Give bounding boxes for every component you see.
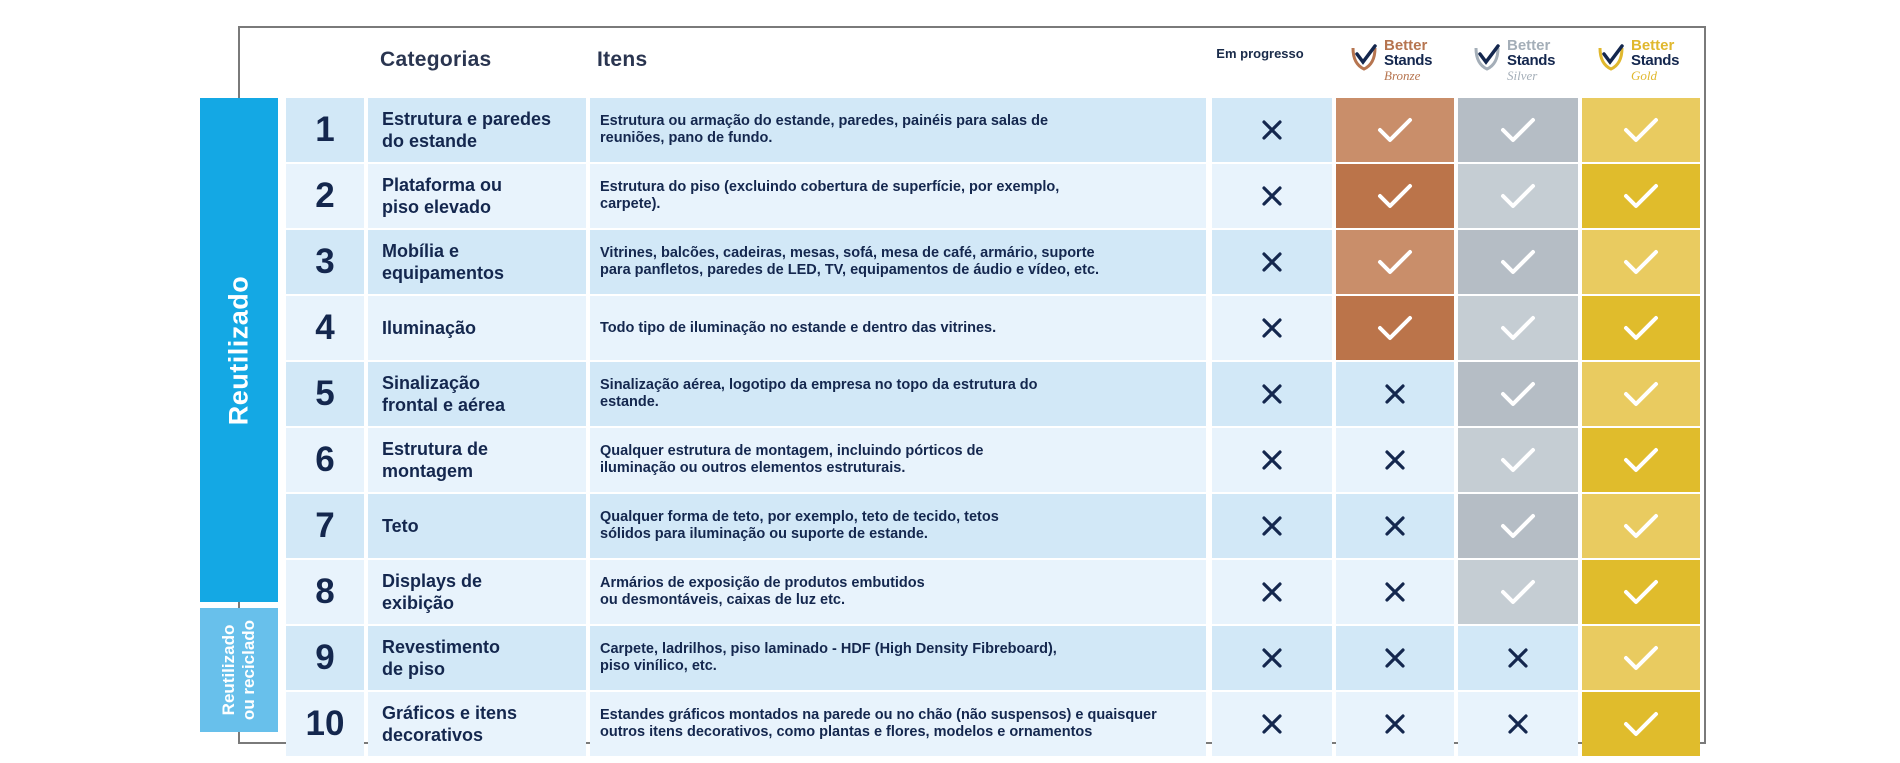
- category-text: [382, 108, 551, 152]
- category-name: [368, 626, 586, 690]
- check-icon: [1622, 445, 1660, 475]
- items-line2: iluminação ou outros elementos estruturais.: [600, 460, 906, 476]
- category-name: [368, 494, 586, 558]
- items-line2: piso vinílico, etc.: [600, 658, 717, 674]
- x-icon: [1260, 712, 1284, 736]
- check-icon: [1376, 181, 1414, 211]
- category-line2: equipamentos: [382, 263, 505, 283]
- category-text: [382, 570, 482, 614]
- category-text: [382, 515, 419, 537]
- check-icon: [1499, 313, 1537, 343]
- logo-tier-name: Gold: [1631, 68, 1657, 83]
- category-line2: frontal e aérea: [382, 395, 506, 415]
- row-number: 9: [286, 626, 364, 690]
- row-number: 7: [286, 494, 364, 558]
- category-line1: Revestimento: [382, 637, 501, 657]
- check-icon: [1622, 247, 1660, 277]
- x-icon: [1260, 514, 1284, 538]
- category-line1: Teto: [382, 516, 419, 536]
- check-icon: [1499, 445, 1537, 475]
- category-line2: piso elevado: [382, 197, 492, 217]
- x-icon: [1383, 448, 1407, 472]
- items-text: [600, 443, 984, 477]
- category-name: [368, 230, 586, 294]
- items-description: [590, 164, 1206, 228]
- status-bronze: [1336, 428, 1454, 492]
- check-icon: [1499, 247, 1537, 277]
- status-em-progresso: [1212, 98, 1332, 162]
- status-em-progresso: [1212, 626, 1332, 690]
- category-text: [382, 174, 502, 218]
- items-text: [600, 509, 999, 543]
- x-icon: [1506, 646, 1530, 670]
- category-line1: Plataforma ou: [382, 175, 503, 195]
- group-label-line1: Reutilizado: [219, 624, 239, 716]
- logo-better-stands-bronze: [1349, 38, 1449, 86]
- items-text: [600, 320, 996, 337]
- status-gold: [1582, 362, 1700, 426]
- check-icon: [1499, 511, 1537, 541]
- items-text: [600, 641, 1057, 675]
- category-line1: Iluminação: [382, 318, 477, 338]
- logo-word-better: Better: [1631, 37, 1675, 54]
- status-bronze: [1336, 164, 1454, 228]
- category-line1: Gráficos e itens: [382, 703, 518, 723]
- category-text: [382, 438, 488, 482]
- items-line2: reuniões, pano de fundo.: [600, 130, 773, 146]
- row-number: 8: [286, 560, 364, 624]
- items-line1: Estandes gráficos montados na parede ou no chão (não suspensos) e quaisquer: [600, 707, 1157, 723]
- row-number: 6: [286, 428, 364, 492]
- row-number: 2: [286, 164, 364, 228]
- status-gold: [1582, 626, 1700, 690]
- status-silver: [1458, 230, 1578, 294]
- items-line2: outros itens decorativos, como plantas e flores, modelos e ornamentos: [600, 724, 1093, 740]
- x-icon: [1260, 184, 1284, 208]
- header-em-progresso: Em progresso: [1216, 46, 1304, 61]
- items-description: [590, 230, 1206, 294]
- category-line2: do estande: [382, 131, 478, 151]
- row-number: 3: [286, 230, 364, 294]
- category-line1: Estrutura e paredes: [382, 109, 552, 129]
- items-description: [590, 494, 1206, 558]
- category-name: [368, 428, 586, 492]
- group-label-reutilizado-ou-reciclado: [219, 620, 259, 720]
- logo-better-stands-silver: [1472, 38, 1572, 86]
- items-line2: estande.: [600, 394, 659, 410]
- status-gold: [1582, 692, 1700, 756]
- shield-check-icon: [1596, 42, 1626, 72]
- check-icon: [1376, 313, 1414, 343]
- items-line2: ou desmontáveis, caixas de luz etc.: [600, 592, 845, 608]
- x-icon: [1383, 646, 1407, 670]
- logo-better-stands-gold: [1596, 38, 1696, 86]
- items-text: [600, 707, 1157, 741]
- group-label-line2: ou reciclado: [239, 619, 259, 721]
- status-silver: [1458, 362, 1578, 426]
- items-text: [600, 245, 1099, 279]
- status-silver: [1458, 98, 1578, 162]
- logo-word-stands: Stands: [1631, 52, 1680, 69]
- category-text: [382, 317, 476, 339]
- shield-check-icon: [1472, 42, 1502, 72]
- status-bronze: [1336, 296, 1454, 360]
- check-icon: [1622, 643, 1660, 673]
- status-bronze: [1336, 98, 1454, 162]
- status-silver: [1458, 626, 1578, 690]
- x-icon: [1260, 316, 1284, 340]
- check-icon: [1499, 577, 1537, 607]
- x-icon: [1383, 712, 1407, 736]
- x-icon: [1506, 712, 1530, 736]
- status-bronze: [1336, 230, 1454, 294]
- logo-word-better: Better: [1507, 37, 1551, 54]
- status-em-progresso: [1212, 692, 1332, 756]
- check-icon: [1622, 511, 1660, 541]
- items-line2: sólidos para iluminação ou suporte de estande.: [600, 526, 928, 542]
- status-em-progresso: [1212, 560, 1332, 624]
- items-line1: Estrutura do piso (excluindo cobertura de superfície, por exemplo,: [600, 179, 1060, 195]
- items-description: [590, 428, 1206, 492]
- status-bronze: [1336, 560, 1454, 624]
- check-icon: [1622, 313, 1660, 343]
- items-description: [590, 362, 1206, 426]
- group-label-reutilizado: Reutilizado: [223, 275, 254, 425]
- x-icon: [1383, 514, 1407, 538]
- x-icon: [1260, 250, 1284, 274]
- items-line1: Armários de exposição de produtos embutidos: [600, 575, 925, 591]
- items-text: [600, 575, 925, 609]
- category-line1: Mobília e: [382, 241, 460, 261]
- category-name: [368, 164, 586, 228]
- status-bronze: [1336, 362, 1454, 426]
- status-silver: [1458, 692, 1578, 756]
- status-gold: [1582, 98, 1700, 162]
- category-line1: Sinalização: [382, 373, 481, 393]
- items-line1: Vitrines, balcões, cadeiras, mesas, sofá, mesa de café, armário, suporte: [600, 245, 1095, 261]
- check-icon: [1499, 379, 1537, 409]
- category-name: [368, 98, 586, 162]
- items-description: [590, 692, 1206, 756]
- category-text: [382, 636, 500, 680]
- status-silver: [1458, 428, 1578, 492]
- x-icon: [1260, 646, 1284, 670]
- category-line2: de piso: [382, 659, 446, 679]
- group-band-reutilizado: [200, 98, 278, 602]
- status-gold: [1582, 230, 1700, 294]
- logo-word-stands: Stands: [1507, 52, 1556, 69]
- items-line1: Todo tipo de iluminação no estande e dentro das vitrines.: [600, 319, 997, 336]
- category-name: [368, 560, 586, 624]
- status-bronze: [1336, 494, 1454, 558]
- category-line2: exibição: [382, 593, 455, 613]
- check-icon: [1622, 709, 1660, 739]
- status-gold: [1582, 494, 1700, 558]
- items-text: [600, 113, 1048, 147]
- status-em-progresso: [1212, 296, 1332, 360]
- logo-tier-name: Silver: [1507, 68, 1538, 83]
- group-band-reutilizado-ou-reciclado: [200, 608, 278, 732]
- category-text: [382, 240, 504, 284]
- category-line1: Displays de: [382, 571, 483, 591]
- logo-word-stands: Stands: [1384, 52, 1433, 69]
- check-icon: [1499, 181, 1537, 211]
- status-gold: [1582, 560, 1700, 624]
- row-number: 10: [286, 692, 364, 756]
- items-line1: Qualquer forma de teto, por exemplo, teto de tecido, tetos: [600, 509, 999, 525]
- shield-check-icon: [1349, 42, 1379, 72]
- category-name: [368, 296, 586, 360]
- category-line1: Estrutura de: [382, 439, 489, 459]
- items-line2: para panfletos, paredes de LED, TV, equipamentos de áudio e vídeo, etc.: [600, 262, 1100, 278]
- items-line2: carpete).: [600, 196, 661, 212]
- items-description: [590, 98, 1206, 162]
- status-bronze: [1336, 626, 1454, 690]
- status-em-progresso: [1212, 230, 1332, 294]
- check-icon: [1376, 247, 1414, 277]
- check-icon: [1622, 577, 1660, 607]
- header-itens: Itens: [597, 48, 648, 71]
- items-text: [600, 179, 1059, 213]
- x-icon: [1383, 382, 1407, 406]
- status-em-progresso: [1212, 362, 1332, 426]
- row-number: 4: [286, 296, 364, 360]
- category-name: [368, 362, 586, 426]
- status-bronze: [1336, 692, 1454, 756]
- items-line1: Carpete, ladrilhos, piso laminado - HDF (High Density Fibreboard),: [600, 641, 1057, 657]
- row-number: 1: [286, 98, 364, 162]
- items-description: [590, 296, 1206, 360]
- check-icon: [1622, 181, 1660, 211]
- logo-tier-name: Bronze: [1384, 68, 1421, 83]
- items-text: [600, 377, 1038, 411]
- check-icon: [1376, 115, 1414, 145]
- category-text: [382, 702, 517, 746]
- status-gold: [1582, 296, 1700, 360]
- category-line2: decorativos: [382, 725, 484, 745]
- logo-word-better: Better: [1384, 37, 1428, 54]
- items-description: [590, 560, 1206, 624]
- check-icon: [1499, 115, 1537, 145]
- x-icon: [1260, 118, 1284, 142]
- status-em-progresso: [1212, 428, 1332, 492]
- check-icon: [1622, 379, 1660, 409]
- check-icon: [1622, 115, 1660, 145]
- items-line1: Estrutura ou armação do estande, paredes, painéis para salas de: [600, 113, 1049, 129]
- category-line2: montagem: [382, 461, 474, 481]
- status-em-progresso: [1212, 164, 1332, 228]
- category-text: [382, 372, 505, 416]
- status-silver: [1458, 560, 1578, 624]
- category-name: [368, 692, 586, 756]
- header-categorias: Categorias: [380, 48, 492, 71]
- x-icon: [1383, 580, 1407, 604]
- x-icon: [1260, 448, 1284, 472]
- row-number: 5: [286, 362, 364, 426]
- x-icon: [1260, 382, 1284, 406]
- x-icon: [1260, 580, 1284, 604]
- status-gold: [1582, 164, 1700, 228]
- items-line1: Sinalização aérea, logotipo da empresa no topo da estrutura do: [600, 377, 1038, 393]
- items-description: [590, 626, 1206, 690]
- status-silver: [1458, 164, 1578, 228]
- status-silver: [1458, 494, 1578, 558]
- status-silver: [1458, 296, 1578, 360]
- status-gold: [1582, 428, 1700, 492]
- items-line1: Qualquer estrutura de montagem, incluindo pórticos de: [600, 443, 984, 459]
- status-em-progresso: [1212, 494, 1332, 558]
